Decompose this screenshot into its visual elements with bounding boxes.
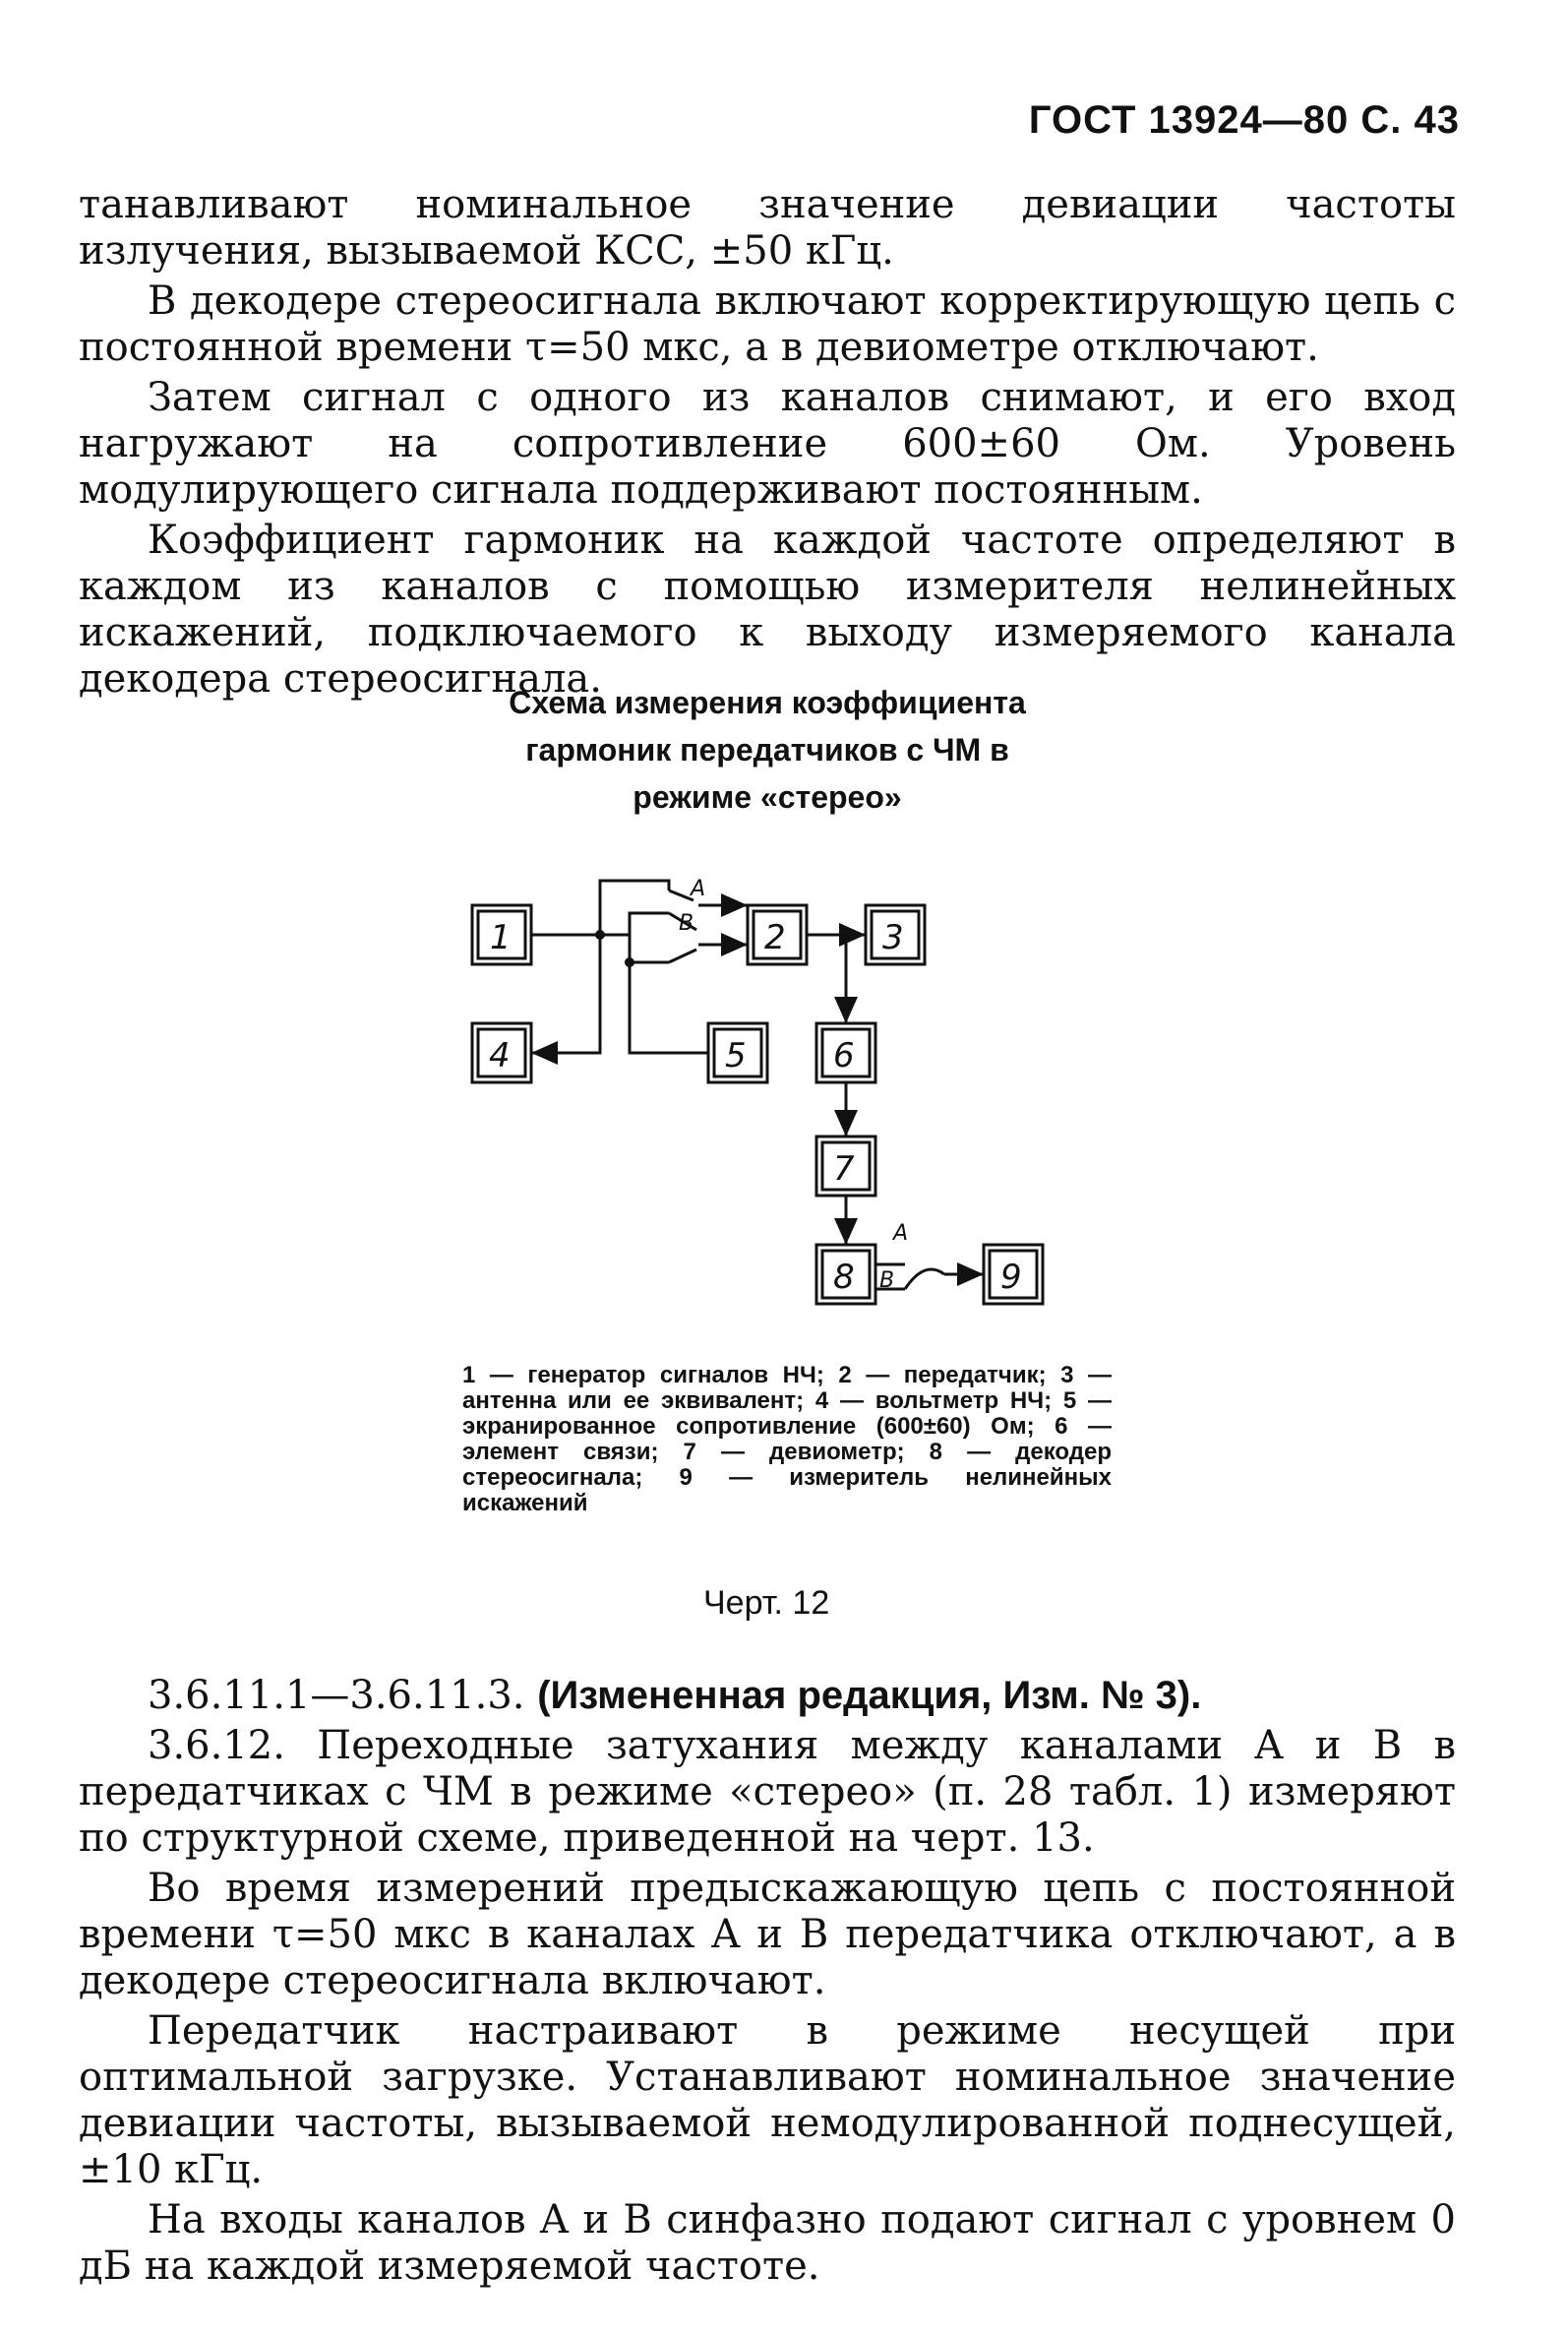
section-text: [79, 1673, 1456, 2294]
measurement-schematic: [433, 876, 1141, 1348]
running-header: ГОСТ 13924—80 С. 43: [1028, 98, 1460, 142]
paragraph: В декодере стереосигнала включают корректирующую цепь с постоянной времени τ=50 мкс, а в девиометре отключают.: [79, 278, 1456, 370]
intro-text: [79, 182, 1456, 707]
switch-label-b-output: B: [879, 1268, 895, 1293]
switch-label-b: B: [679, 911, 694, 936]
switch-label-a-output: A: [893, 1221, 909, 1246]
paragraph: Затем сигнал с одного из каналов снимают, и его вход нагружают на сопротивление 600±60 Ом. Уровень модулирующего сигнала поддерживают постоянным.: [79, 375, 1456, 513]
paragraph: Коэффициент гармоник на каждой частоте определяют в каждом из каналов с помощью измерителя нелинейных искажений, подключаемого к выходу измеряемого канала декодера стереосигнала.: [79, 518, 1456, 702]
switch-label-a: A: [691, 877, 706, 901]
block-4-label: 4: [489, 1036, 511, 1075]
figure-title-line: Схема измерения коэффициента: [509, 685, 1026, 720]
paragraph: 3.6.12. Переходные затухания между каналами A и B в передатчиках с ЧМ в режиме «стерео» (п. 28 табл. 1) измеряют по структурной схеме, приведенной на черт. 13.: [79, 1723, 1456, 1861]
figure-title-line: гармоник передатчиков с ЧМ в: [525, 732, 1009, 768]
block-2-label: 2: [764, 918, 786, 957]
block-1-label: 1: [490, 918, 512, 957]
figure-legend: 1 — генератор сигналов НЧ; 2 — передатчик; 3 — антенна или ее эквивалент; 4 — вольтметр НЧ; 5 — экранированное сопротивление (600±60) Ом; 6 — элемент связи; 7 — девиометр; 8 — декодер стереосигнала; 9 — измеритель нелинейных искажений: [462, 1362, 1112, 1516]
paragraph: танавливают номинальное значение девиации частоты излучения, вызываемой КСС, ±50 кГц.: [79, 182, 1456, 274]
figure-caption: Черт. 12: [703, 1584, 830, 1622]
amendment-note: [79, 1673, 1456, 1719]
block-3-label: 3: [882, 918, 904, 957]
amendment-text: (Измененная редакция, Изм. № 3).: [537, 1674, 1202, 1717]
block-6-label: 6: [833, 1036, 855, 1075]
block-9-label: 9: [1000, 1258, 1022, 1297]
block-7-label: 7: [833, 1149, 855, 1189]
figure-title-line: режиме «стерео»: [633, 779, 902, 815]
paragraph: Во время измерений предыскажающую цепь с постоянной времени τ=50 мкс в каналах A и B передатчика отключают, а в декодере стереосигнала включают.: [79, 1866, 1456, 2003]
paragraph: Передатчик настраивают в режиме несущей при оптимальной загрузке. Устанавливают номинальное значение девиации частоты, вызываемой немодулированной поднесущей, ±10 кГц.: [79, 2008, 1456, 2192]
amendment-ref: 3.6.11.1—3.6.11.3.: [148, 1673, 525, 1718]
block-8-label: 8: [833, 1258, 855, 1297]
block-5-label: 5: [725, 1036, 747, 1075]
paragraph: На входы каналов A и B синфазно подают сигнал с уровнем 0 дБ на каждой измеряемой частоте.: [79, 2197, 1456, 2289]
figure-title: [413, 679, 1121, 821]
